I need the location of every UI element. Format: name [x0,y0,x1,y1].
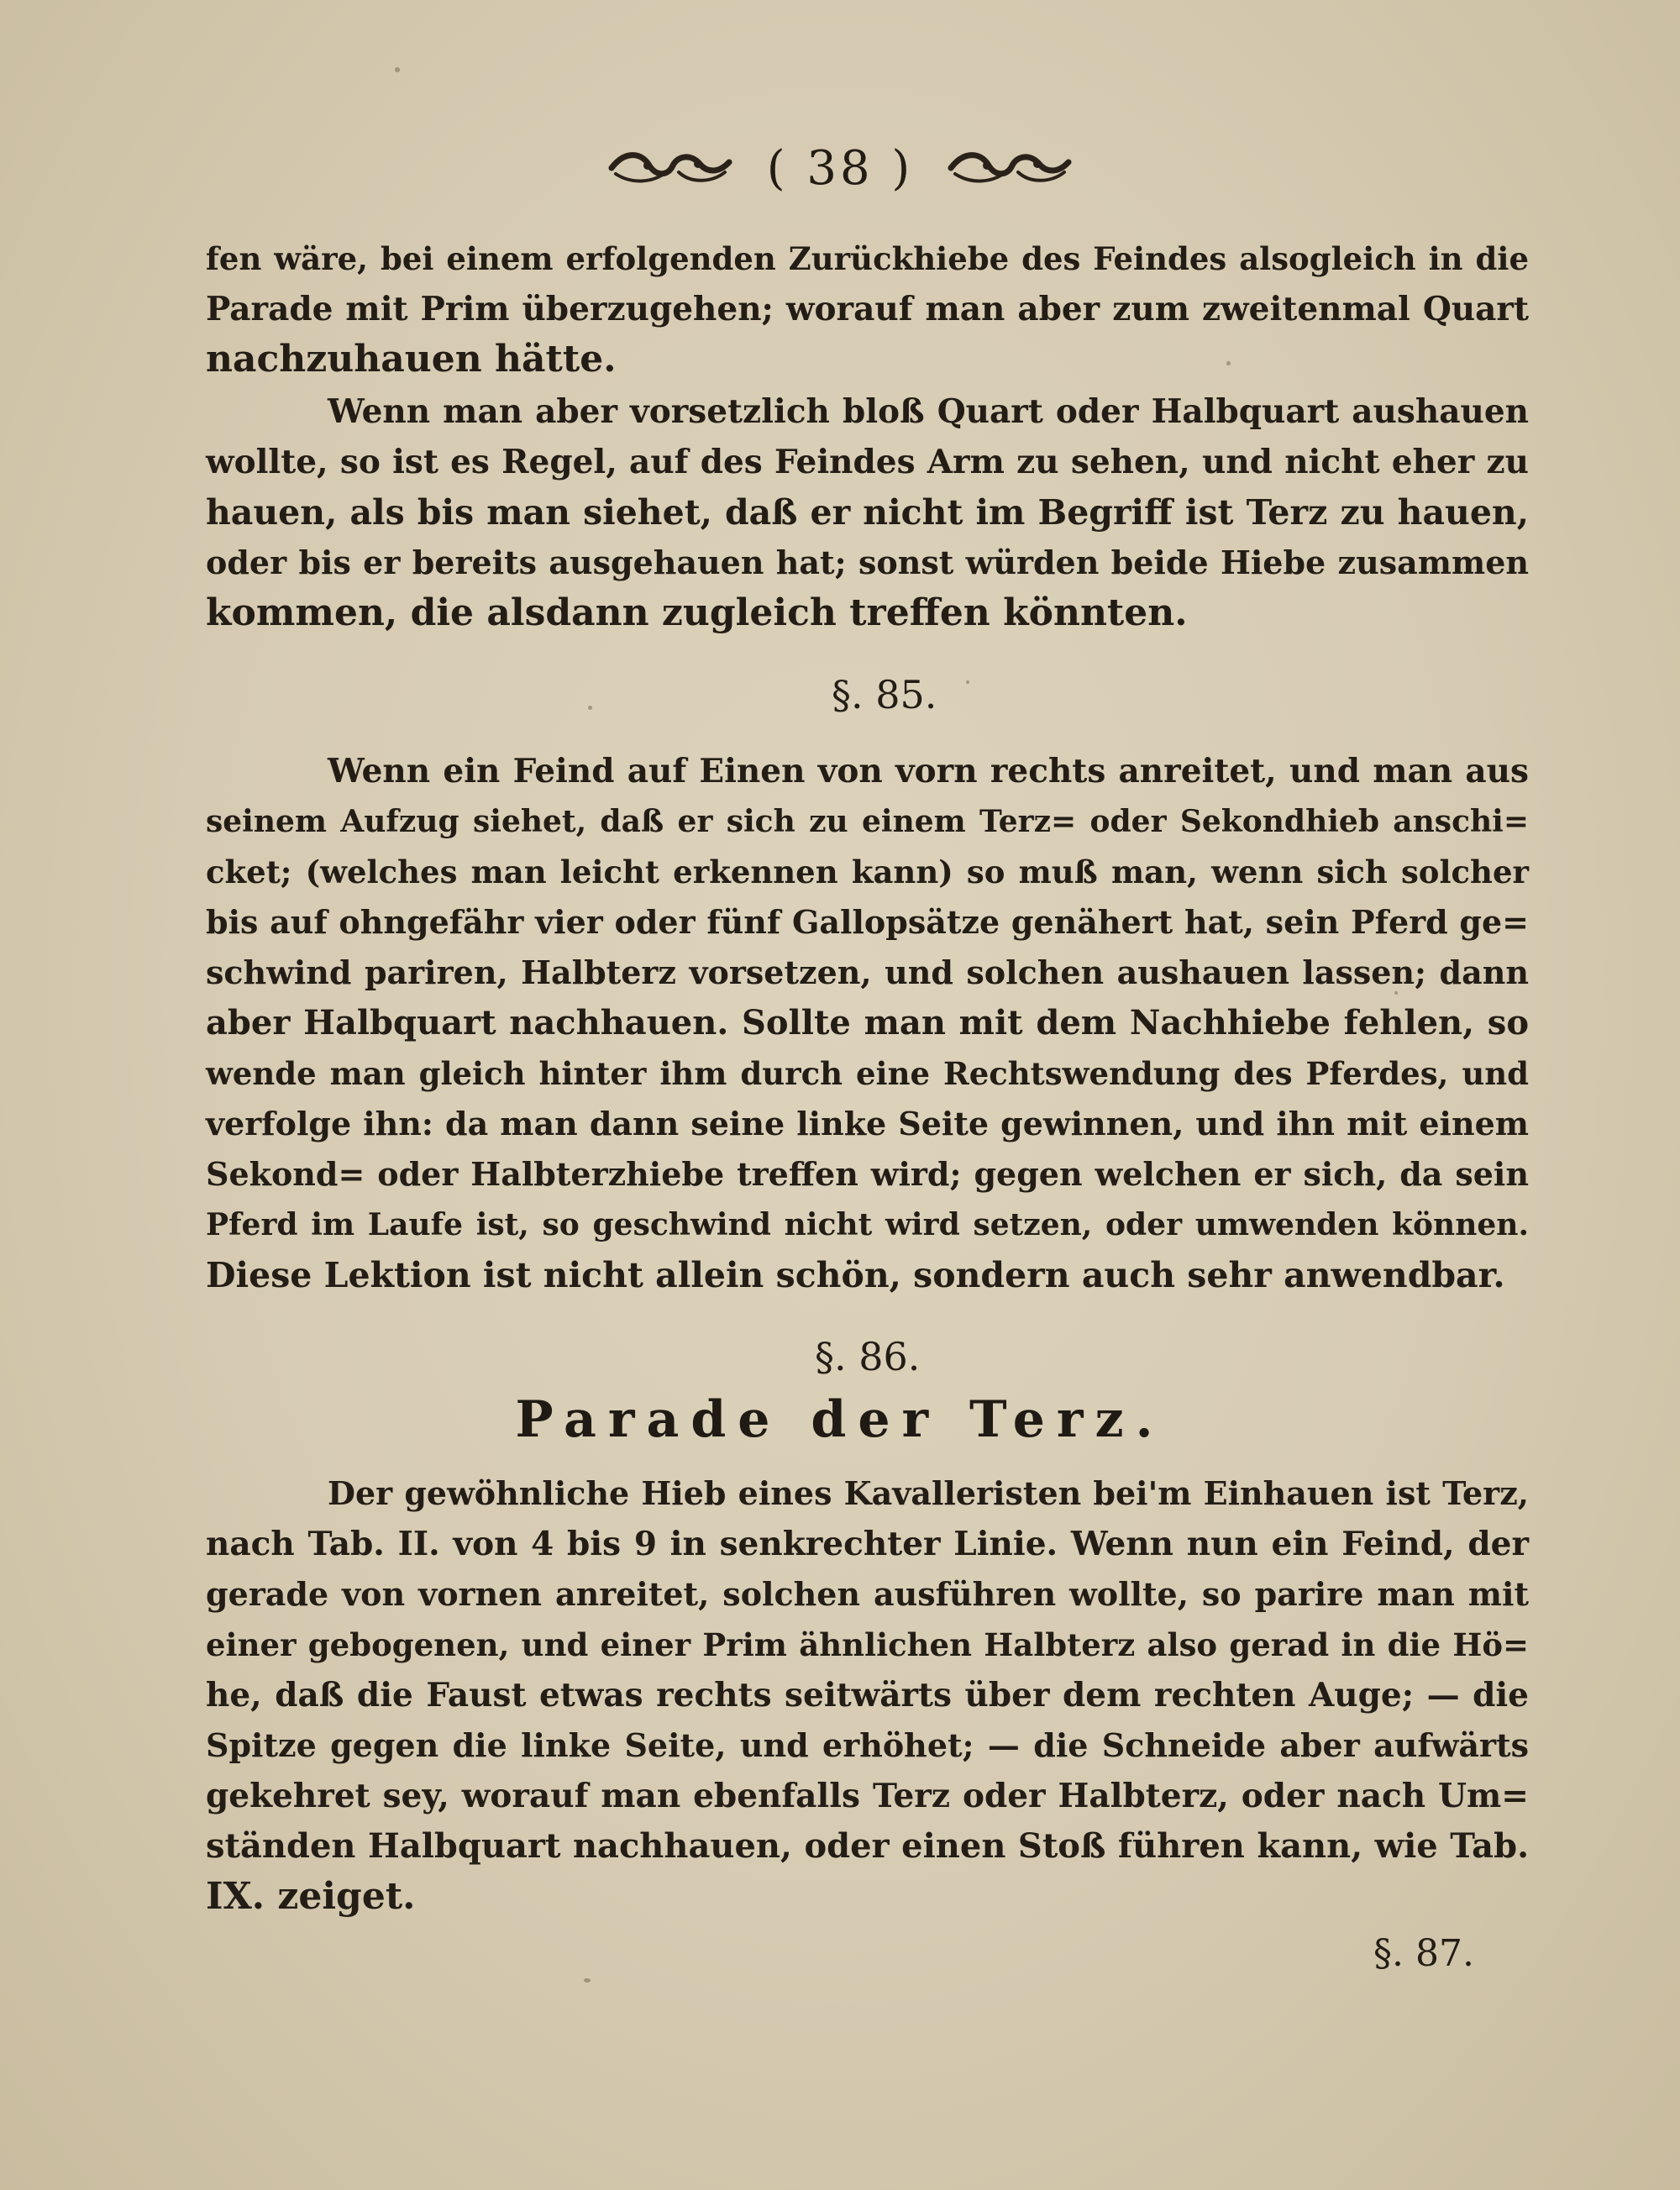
section-title: Parade der Terz. [515,1390,1165,1449]
paper-speck [966,680,969,684]
section-heading-85: §. 85. [832,672,937,717]
text-line: cket; (welches man leicht erkennen kann) so muß man, wenn sich solcher [206,853,1529,890]
text-line: wende man gleich hinter ihm durch eine Rechtswendung des Pferdes, und [206,1055,1529,1092]
text-line: ständen Halbquart nachhauen, oder einen Stoß führen kann, wie Tab. [206,1826,1529,1866]
text-line: he, daß die Faust etwas rechts seitwärts über dem rechten Auge; — die [206,1676,1529,1715]
text-line: hauen, als bis man siehet, daß er nicht im Begriff ist Terz zu hauen, [206,492,1529,533]
paper-speck [395,67,400,72]
text-line: Spitze gegen die linke Seite, und erhöhet; — die Schneide aber aufwärts [206,1726,1529,1764]
text-line: einer gebogenen, und einer Prim ähnlichen Halbterz also gerad in die Hö= [206,1626,1529,1663]
text-line: Wenn ein Feind auf Einen von vorn rechts anreitet, und man aus [328,752,1529,790]
text-line: nach Tab. II. von 4 bis 9 in senkrechter Linie. Wenn nun ein Feind, der [206,1525,1529,1563]
page-number: ( 38 ) [766,140,914,196]
text-line: schwind pariren, Halbterz vorsetzen, und solchen aushauen lassen; dann [206,953,1529,991]
text-line: oder bis er bereits ausgehauen hat; sonst würden beide Hiebe zusammen [206,544,1529,581]
text-line: wollte, so ist es Regel, auf des Feindes Arm zu sehen, und nicht eher zu [206,443,1529,481]
text-line: aber Halbquart nachhauen. Sollte man mit dem Nachhiebe fehlen, so [206,1003,1529,1042]
text-line: nachzuhauen hätte. [206,338,617,381]
text-line: kommen, die alsdann zugleich treffen könnten. [206,591,1188,634]
left-ornament-icon [607,147,733,189]
catchword: §. 87. [1373,1932,1474,1975]
section-heading-86: §. 86. [815,1334,921,1379]
text-line: fen wäre, bei einem erfolgenden Zurückhiebe des Feindes alsogleich in die [206,240,1529,277]
text-line: seinem Aufzug siehet, daß er sich zu einem Terz= oder Sekondhieb anschi= [206,804,1529,839]
text-line: Diese Lektion ist nicht allein schön, sondern auch sehr anwendbar. [206,1255,1505,1295]
text-line: gekehret sey, worauf man ebenfalls Terz oder Halbterz, oder nach Um= [206,1777,1529,1815]
text-line: Der gewöhnliche Hieb eines Kavalleristen bei'm Einhauen ist Terz, [328,1474,1529,1512]
text-line: Wenn man aber vorsetzlich bloß Quart oder Halbquart aushauen [328,392,1529,431]
text-line: Parade mit Prim überzugehen; worauf man aber zum zweitenmal Quart [206,290,1529,328]
right-ornament-icon [947,147,1073,189]
text-line: IX. zeiget. [206,1875,416,1918]
text-line: Sekond= oder Halbterzhiebe treffen wird; gegen welchen er sich, da sein [206,1155,1529,1193]
text-line: Pferd im Laufe ist, so geschwind nicht wird setzen, oder umwenden können. [206,1207,1529,1242]
text-line: verfolge ihn: da man dann seine linke Seite gewinnen, und ihn mit einem [206,1105,1529,1142]
paper-speck [588,706,592,710]
text-line: gerade von vornen anreitet, solchen ausführen wollte, so parire man mit [206,1575,1529,1613]
page-header [0,134,1680,202]
paper-speck [584,1978,591,1983]
text-line: bis auf ohngefähr vier oder fünf Gallopsätze genähert hat, sein Pferd ge= [206,903,1529,941]
